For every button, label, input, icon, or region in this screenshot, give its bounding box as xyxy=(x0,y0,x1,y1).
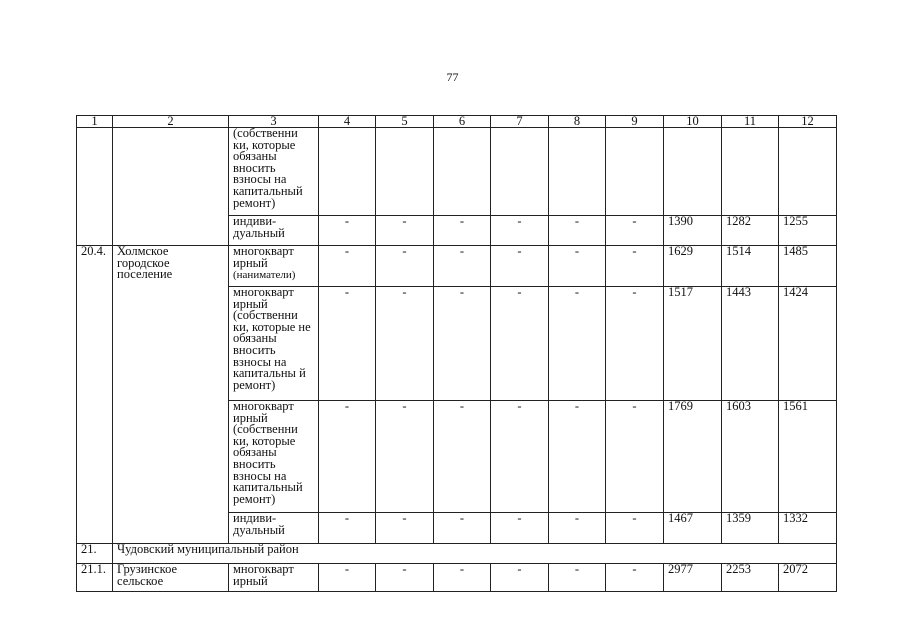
dash-cell: - xyxy=(434,216,491,246)
value-cell: 2072 xyxy=(779,564,837,592)
table-row xyxy=(77,564,837,592)
value-cell xyxy=(664,128,722,216)
value-cell xyxy=(722,128,779,216)
col-9-header: 9 xyxy=(606,116,664,128)
category-line: многокварт ирный xyxy=(233,245,294,270)
col-2-header: 2 xyxy=(113,116,229,128)
value-cell: 1359 xyxy=(722,513,779,544)
dash-cell: - xyxy=(491,246,549,287)
dash-cell: - xyxy=(549,513,606,544)
value-cell xyxy=(434,128,491,216)
column-number-row xyxy=(77,116,837,128)
value-cell: 1443 xyxy=(722,287,779,401)
value-cell: 2253 xyxy=(722,564,779,592)
index-cell xyxy=(77,128,113,246)
col-5-header: 5 xyxy=(376,116,434,128)
value-cell: 1424 xyxy=(779,287,837,401)
value-cell: 1467 xyxy=(664,513,722,544)
col-3-header: 3 xyxy=(229,116,319,128)
dash-cell: - xyxy=(549,216,606,246)
dash-cell: - xyxy=(549,287,606,401)
dash-cell: - xyxy=(434,246,491,287)
dash-cell: - xyxy=(319,401,376,513)
value-cell: 1517 xyxy=(664,287,722,401)
dash-cell: - xyxy=(319,246,376,287)
value-cell xyxy=(549,128,606,216)
value-cell: 1603 xyxy=(722,401,779,513)
dash-cell: - xyxy=(319,513,376,544)
value-cell: 1255 xyxy=(779,216,837,246)
municipality-cell: Холмское городское поселение xyxy=(113,246,229,544)
category-cell: многокварт ирный (собственни ки, которые не обязаны вносить взносы на капитальны й ремонт) xyxy=(229,287,319,401)
category-line: (наниматели) xyxy=(233,269,296,282)
value-cell xyxy=(491,128,549,216)
category-cell: многокварт ирный (собственни ки, которые обязаны вносить взносы на капитальный ремонт) xyxy=(229,401,319,513)
category-cell: индиви- дуальный xyxy=(229,216,319,246)
col-4-header: 4 xyxy=(319,116,376,128)
dash-cell: - xyxy=(376,564,434,592)
dash-cell: - xyxy=(491,216,549,246)
dash-cell: - xyxy=(549,401,606,513)
dash-cell: - xyxy=(606,401,664,513)
dash-cell: - xyxy=(434,401,491,513)
dash-cell: - xyxy=(376,513,434,544)
table-row xyxy=(77,128,837,216)
dash-cell: - xyxy=(434,513,491,544)
dash-cell: - xyxy=(376,401,434,513)
value-cell: 2977 xyxy=(664,564,722,592)
col-12-header: 12 xyxy=(779,116,837,128)
dash-cell: - xyxy=(434,287,491,401)
value-cell xyxy=(779,128,837,216)
dash-cell: - xyxy=(319,564,376,592)
region-name-cell: Чудовский муниципальный район xyxy=(113,544,837,564)
col-11-header: 11 xyxy=(722,116,779,128)
index-cell: 21.1. xyxy=(77,564,113,592)
value-cell: 1514 xyxy=(722,246,779,287)
table-row xyxy=(77,246,837,287)
region-row xyxy=(77,544,837,564)
value-cell xyxy=(319,128,376,216)
dash-cell: - xyxy=(606,287,664,401)
dash-cell: - xyxy=(376,246,434,287)
col-6-header: 6 xyxy=(434,116,491,128)
value-cell: 1769 xyxy=(664,401,722,513)
dash-cell: - xyxy=(319,216,376,246)
category-cell: (собственни ки, которые обязаны вносить взносы на капитальный ремонт) xyxy=(229,128,319,216)
value-cell: 1561 xyxy=(779,401,837,513)
value-cell xyxy=(376,128,434,216)
dash-cell: - xyxy=(606,216,664,246)
col-8-header: 8 xyxy=(549,116,606,128)
municipality-cell: Грузинское сельское xyxy=(113,564,229,592)
value-cell: 1629 xyxy=(664,246,722,287)
index-cell: 20.4. xyxy=(77,246,113,544)
dash-cell: - xyxy=(606,246,664,287)
dash-cell: - xyxy=(434,564,491,592)
index-cell: 21. xyxy=(77,544,113,564)
dash-cell: - xyxy=(606,513,664,544)
dash-cell: - xyxy=(491,287,549,401)
col-7-header: 7 xyxy=(491,116,549,128)
col-10-header: 10 xyxy=(664,116,722,128)
value-cell: 1282 xyxy=(722,216,779,246)
category-cell: многокварт ирный xyxy=(229,564,319,592)
tariff-table xyxy=(76,115,837,592)
dash-cell: - xyxy=(376,287,434,401)
dash-cell: - xyxy=(549,564,606,592)
col-1-header: 1 xyxy=(77,116,113,128)
category-cell: индиви- дуальный xyxy=(229,513,319,544)
value-cell: 1390 xyxy=(664,216,722,246)
dash-cell: - xyxy=(491,401,549,513)
dash-cell: - xyxy=(491,564,549,592)
page-number: 77 xyxy=(446,70,459,84)
dash-cell: - xyxy=(319,287,376,401)
dash-cell: - xyxy=(491,513,549,544)
municipality-cell xyxy=(113,128,229,246)
dash-cell: - xyxy=(376,216,434,246)
category-cell xyxy=(229,246,319,287)
dash-cell: - xyxy=(606,564,664,592)
value-cell xyxy=(606,128,664,216)
value-cell: 1332 xyxy=(779,513,837,544)
value-cell: 1485 xyxy=(779,246,837,287)
dash-cell: - xyxy=(549,246,606,287)
